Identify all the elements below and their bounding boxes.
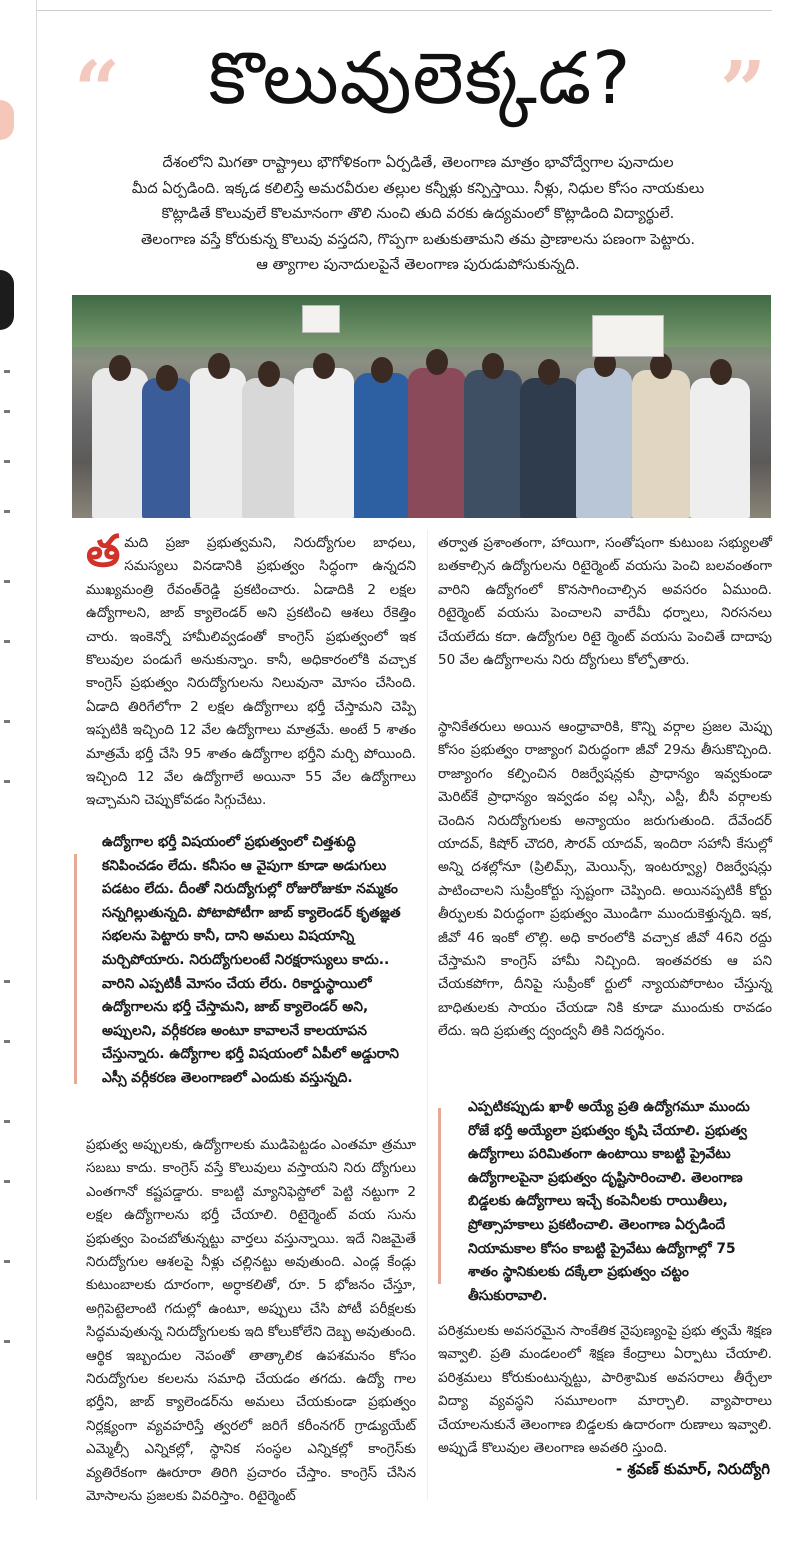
body-text: స్థానికేతరులు అయిన ఆంధ్రావారికి, కొన్ని వర్గాల ప్రజల మెప్పు కోసం ప్రభుత్వం రాజ్యాంగ విరుద్ధంగా జీవో 29ను తీసుకొచ్చింది. రాజ్యాంగం కల్పించిన రిజర్వేషన్లకు ప్రాధాన్యం ఇవ్వకుండా మెరిట్‌కే ప్రాధాన్యం ఇవ్వడం వల్ల ఎస్సీ, ఎస్టీ, బీసీ వర్గాలకు చెందిన నిరుద్యోగులకు అన్యాయం జరుగుతుంది. దేవేందర్ యాదవ్, కిషోర్ చౌదరి, సౌరవ్ యాదవ్, ఇందిరా సహానీ కేసుల్లో అన్ని దశల్లోనూ (ప్రిలిమ్స్, మెయిన్స్, ఇంటర్వ్యూ) రిజర్వేషన్లు పాటించాలని సుప్రీంకోర్టు స్పష్టంగా చెప్పింది. అయినప్పటికీ కోర్టు తీర్పులకు విరుద్ధంగా ప్రభుత్వం మొండిగా ముందుకెళ్తున్నది. ఇక, జీవో 46 ఇంకో లొల్లి. అధి కారంలోకి వచ్చాక జీవో 46ని రద్దు చేస్తామని కాంగ్రెస్ హామీ నిచ్చింది. ఇంతవరకు ఆ పని చేయకపోగా, దీనిపై సుప్రీంకో ర్టులో న్యాయపోరాటం చేస్తున్న బాధితులకు సాయం చేయడా నికి కూడా ముందుకు రావడం లేదు. ఇది ప్రభుత్వ ద్వంద్వనీ తికి నిదర్శనం. — [438, 719, 772, 1040]
article-col-b-para-3 — [438, 1320, 772, 1460]
body-text: తర్వాత ప్రశాంతంగా, హాయిగా, సంతోషంగా కుటుంబ సభ్యులతో బతకాల్సిన ఉద్యోగులను రిటైర్మెంట్ వయసు పెంచి బలవంతంగా వారిని ఉద్యోగంలో కొనసాగించాల్సిన అవసరం ఏముంది. రిటైర్మెంట్ వయసు పెంచాలని వారేమీ ధర్నాలు, నిరసనలు చేయలేదు కదా. ఉద్యోగుల రిటై ర్మెంట్ వయసు పెంచితే దాదాపు 50 వేల ఉద్యోగాలను నిరు ద్యోగులు కోల్పోతారు. — [438, 535, 772, 669]
top-rule — [36, 10, 772, 11]
body-text: ప్రభుత్వ అప్పులకు, ఉద్యోగాలకు ముడిపెట్టడం ఎంతమా త్రమూ సబబు కాదు. కాంగ్రెస్ వస్తే కొలువులు వస్తాయని నిరు ద్యోగులు ఎంతగానో కష్టపడ్డారు. కాబట్టి మ్యానిఫెస్టోలో పెట్టి నట్టుగా 2 లక్షల ఉద్యోగాలను భర్తీ చేయాలి. రిటైర్మెంట్ వయ సును ప్రభుత్వం పెంచబోతున్నట్టు వార్తలు వస్తున్నాయి. ఇదే నిజమైతే నిరుద్యోగుల ఆశలపై నీళ్లు చల్లినట్టు అవుతుంది. ఎండ్ల కేండ్లు కుటుంబాలకు దూరంగా, అర్ధాకలితో, రూ. 5 భోజనం చేస్తూ, అగ్గిపెట్టెలాంటి గదుల్లో ఉంటూ, అప్పులు చేసి పోటీ పరీక్షలకు సిద్ధమవుతున్న నిరుద్యోగులకు ఇది కోలుకోలేని దెబ్బ అవుతుంది. ఆర్థిక ఇబ్బందుల నెపంతో తాత్కాలిక ఉపశమనం కోసం నిరుద్యోగుల కలలను సమాధి చేయడం తగదు. ఉద్యో గాల భర్తీని, జాబ్ క్యాలెండర్‌ను అమలు చేయకుండా ప్రభుత్వం నిర్లక్ష్యంగా వ్యవహరిస్తే త్వరలో జరిగే కరీంనగర్ గ్రాడ్యుయేట్ ఎమ్మెల్సీ ఎన్నికల్లో, స్థానిక సంస్థల ఎన్నికల్లో కాంగ్రెస్‌కు వ్యతిరేకంగా ఊరూరా తిరిగి ప్రచారం చేస్తాం. కాంగ్రెస్ చేసిన మోసాలను ప్రజలకు వివరిస్తాం. రిటైర్మెంట్ — [86, 1137, 416, 1505]
author-byline: - శ్రవణ్ కుమార్, నిరుద్యోగి — [615, 1460, 770, 1478]
close-quote-mark: ” — [719, 43, 766, 137]
body-text: పరిశ్రమలకు అవసరమైన సాంకేతిక నైపుణ్యంపై ప్రభు త్వమే శిక్షణ ఇవ్వాలి. ప్రతి మండలంలో శిక్షణ కేంద్రాలు ఏర్పాటు చేయాలి. పరిశ్రమలు కోరుకుంటున్నట్టు, పారిశ్రామిక అవసరాలు తీర్చేలా విద్యా వ్యవస్థని సమూలంగా మార్చాలి. వ్యాపారాలు చేయాలనుకునే తెలంగాణ బిడ్డలకు ఉదారంగా రుణాలు ఇవ్వాలి. అప్పుడే కొలువుల తెలంగాణ అవతరి స్తుంది. — [438, 1323, 772, 1457]
pullquote-bar — [438, 1108, 441, 1284]
intro-line: దేశంలోని మిగతా రాష్ట్రాలు భౌగోళికంగా ఏర్పడితే, తెలంగాణ మాత్రం భావోద్వేగాల పునాదుల — [162, 154, 674, 171]
open-quote-mark: “ — [74, 43, 121, 137]
article-col-a-para-2 — [86, 1134, 416, 1509]
drop-cap: త — [86, 526, 121, 577]
adjacent-column-edge — [0, 80, 30, 1480]
article-col-b-para-2 — [438, 716, 772, 1044]
protest-photo — [72, 295, 771, 518]
body-text: మది ప్రజా ప్రభుత్వమని, నిరుద్యోగుల బాధలు, సమస్యలు వినడానికి ప్రభుత్వం సిద్ధంగా ఉన్నదని ముఖ్యమంత్రి రేవంత్‌రెడ్డి ప్రకటించారు. ఏడాదికి 2 లక్షల ఉద్యోగాలని, జాబ్ క్యాలెండర్ అని ప్రకటించి ఆశలు రేకెత్తిం చారు. ఇంకెన్నో హామీలివ్వడంతో కాంగ్రెస్ ప్రభుత్వంలో ఇక కొలువుల పండుగే అనుకున్నాం. కానీ, అధికారంలోకి వచ్చాక కాంగ్రెస్ ప్రభుత్వం నిరుద్యోగులను నిలువునా మోసం చేసింది. ఏడాది తిరిగేలోగా 2 లక్షల ఉద్యోగాలు భర్తీ చేస్తామని చెప్పి ఇప్పటికి ఇచ్చింది 12 వేల ఉద్యోగాలు మాత్రమే. అంటే 5 శాతం మాత్రమే భర్తీ చేసి 95 శాతం ఉద్యోగాల భర్తీని మర్చి పోయింది. ఇచ్చింది 12 వేల ఉద్యోగాలే అయినా 55 వేల ఉద్యోగాలు ఇచ్చామని చెప్పుకోవడం సిగ్గుచేటు. — [86, 535, 416, 809]
intro-line: మీద ఏర్పడింది. ఇక్కడ కలిలిస్తే అమరవీరుల తల్లుల కన్నీళ్లు కన్పిస్తాయి. నీళ్లు, నిధుల కోసం నాయకులు — [131, 179, 705, 197]
headline — [60, 22, 780, 137]
pullquote-b: ఎప్పటికప్పుడు ఖాళీ అయ్యే ప్రతి ఉద్యోగమూ ముందు రోజే భర్తీ అయ్యేలా ప్రభుత్వం కృషి చేయాలి. ప్రభుత్వ ఉద్యోగాలు పరిమితంగా ఉంటాయి కాబట్టి ప్రైవేటు ఉద్యోగాలపైనా ప్రభుత్వం దృష్టిసారించాలి. తెలంగాణ బిడ్డలకు ఉద్యోగాలు ఇచ్చే కంపెనీలకు రాయితీలు, ప్రోత్సాహకాలు ప్రకటించాలి. తెలంగాణ ఏర్పడిందే నియామకాల కోసం కాబట్టి ప్రైవేటు ఉద్యోగాల్లో 75 శాతం స్థానికులకు దక్కేలా ప్రభుత్వం చట్టం తీసుకురావాలి. — [468, 1099, 750, 1304]
intro-blurb — [86, 150, 750, 278]
intro-line: కొట్లాడితే కొలువులే కొలమానంగా తొలి నుంచి తుది వరకు ఉద్యమంలో కొట్లాడింది విద్యార్థులే. — [161, 205, 675, 223]
pullquote-bar — [74, 854, 77, 1084]
pullquote-a: ఉద్యోగాల భర్తీ విషయంలో ప్రభుత్వంలో చిత్తశుద్ధి కనిపించడం లేదు. కనీసం ఆ వైపుగా కూడా అడుగులు పడటం లేదు. దీంతో నిరుద్యోగుల్లో రోజురోజుకూ నమ్మకం సన్నగిల్లుతున్నది. పోటాపోటీగా జాబ్ క్యాలెండర్ కృతజ్ఞత సభలను పెట్టారు కానీ, దాని అమలు విషయాన్ని మర్చిపోయారు. నిరుద్యోగులంటే నిరక్షరాస్యులు కాదు.. వారిని ఎప్పటికీ మోసం చేయ లేరు. రికార్డుస్థాయిలో ఉద్యోగాలను భర్తీ చేస్తామని, జాబ్ క్యాలెండర్ అని, అప్పులని, వర్గీకరణ అంటూ కావాలనే కాలయాపన చేస్తున్నారు. ఉద్యోగాల భర్తీ విషయంలో ఏపీలో అడ్డురాని ఎస్సీ వర్గీకరణ తెలంగాణలో ఎందుకు వస్తున్నది. — [102, 834, 401, 1086]
intro-line: ఆ త్యాగాల పునాదులపైనే తెలంగాణ పురుడుపోసుకున్నది. — [256, 256, 580, 274]
headline-title: కొలువులెక్కడ? — [208, 36, 632, 120]
column-divider — [427, 530, 428, 1500]
article-col-b-para-1 — [438, 532, 772, 672]
left-column-rule — [36, 0, 37, 1500]
intro-line: తెలంగాణ వస్తే కోరుకున్న కొలువు వస్తదని, గొప్పగా బతుకుతామని తమ ప్రాణాలను పణంగా పెట్టారు. — [140, 230, 696, 248]
article-col-a-para-1 — [86, 526, 416, 813]
